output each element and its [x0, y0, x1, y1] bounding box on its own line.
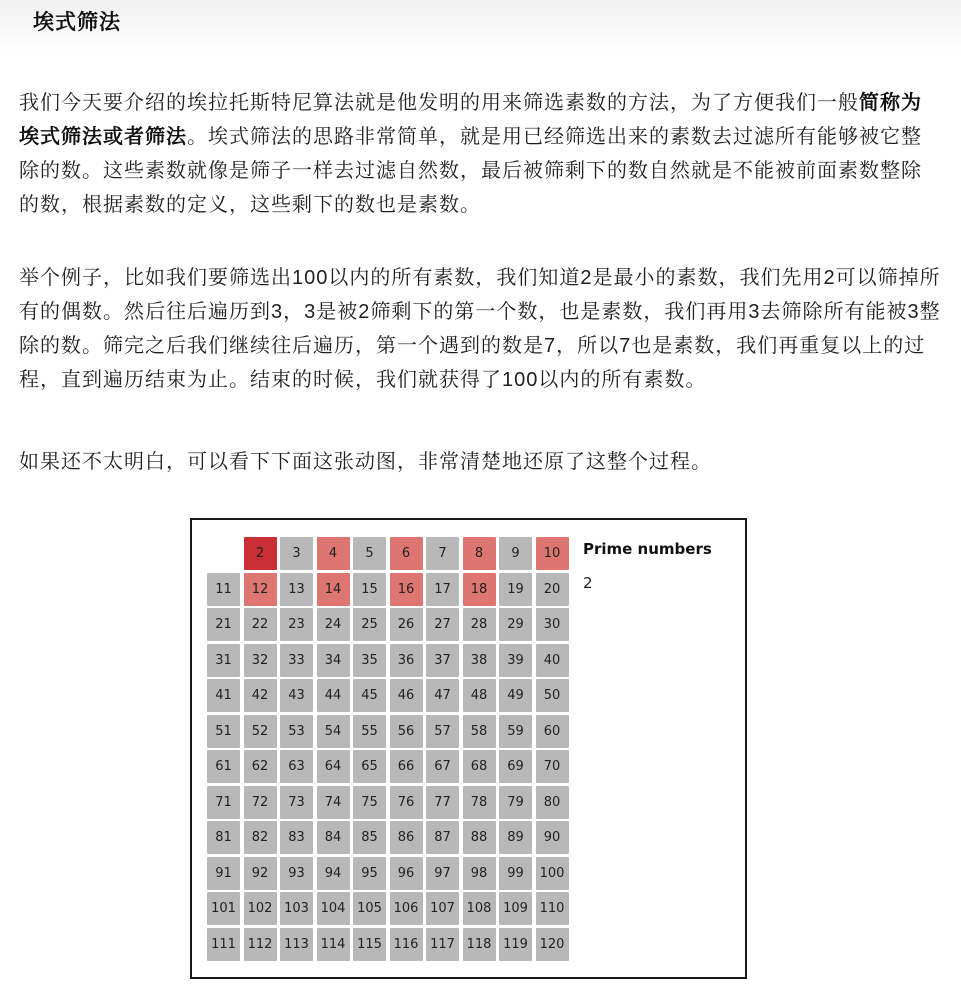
grid-cell-93: 93	[280, 857, 313, 890]
grid-cell-12: 12	[244, 573, 277, 606]
grid-cell-67: 67	[426, 750, 459, 783]
grid-cell-80: 80	[536, 786, 569, 819]
grid-cell-98: 98	[463, 857, 496, 890]
grid-cell-107: 107	[426, 892, 459, 925]
grid-cell-57: 57	[426, 715, 459, 748]
grid-cell-83: 83	[280, 821, 313, 854]
grid-cell-105: 105	[353, 892, 386, 925]
grid-cell-64: 64	[317, 750, 350, 783]
grid-cell-9: 9	[499, 537, 532, 570]
grid-cell-2: 2	[244, 537, 277, 570]
grid-cell-50: 50	[536, 679, 569, 712]
prime-found-value: 2	[583, 574, 593, 592]
grid-cell-22: 22	[244, 608, 277, 641]
grid-cell-84: 84	[317, 821, 350, 854]
grid-cell-108: 108	[463, 892, 496, 925]
grid-cell-117: 117	[426, 928, 459, 961]
grid-cell-101: 101	[207, 892, 240, 925]
paragraph-figure-hint: 如果还不太明白，可以看下下面这张动图，非常清楚地还原了这整个过程。	[19, 451, 712, 473]
grid-cell-120: 120	[536, 928, 569, 961]
grid-cell-114: 114	[317, 928, 350, 961]
page-header-background	[0, 0, 961, 52]
grid-cell-44: 44	[317, 679, 350, 712]
legend-title: Prime numbers	[583, 540, 712, 558]
grid-cell-3: 3	[280, 537, 313, 570]
grid-cell-62: 62	[244, 750, 277, 783]
grid-cell-86: 86	[390, 821, 423, 854]
grid-cell-29: 29	[499, 608, 532, 641]
grid-cell-35: 35	[353, 644, 386, 677]
grid-cell-8: 8	[463, 537, 496, 570]
grid-cell-66: 66	[390, 750, 423, 783]
grid-cell-47: 47	[426, 679, 459, 712]
grid-cell-88: 88	[463, 821, 496, 854]
grid-cell-106: 106	[390, 892, 423, 925]
grid-cell-18: 18	[463, 573, 496, 606]
sieve-animation-frame	[190, 518, 747, 979]
grid-cell-15: 15	[353, 573, 386, 606]
grid-cell-7: 7	[426, 537, 459, 570]
grid-cell-85: 85	[353, 821, 386, 854]
grid-cell-53: 53	[280, 715, 313, 748]
grid-cell-103: 103	[280, 892, 313, 925]
paragraph-intro	[19, 86, 941, 222]
grid-cell-111: 111	[207, 928, 240, 961]
grid-cell-78: 78	[463, 786, 496, 819]
grid-cell-109: 109	[499, 892, 532, 925]
grid-cell-17: 17	[426, 573, 459, 606]
grid-cell-45: 45	[353, 679, 386, 712]
grid-cell-13: 13	[280, 573, 313, 606]
grid-cell-69: 69	[499, 750, 532, 783]
grid-cell-empty	[207, 537, 240, 570]
grid-cell-34: 34	[317, 644, 350, 677]
grid-cell-75: 75	[353, 786, 386, 819]
grid-cell-52: 52	[244, 715, 277, 748]
grid-cell-95: 95	[353, 857, 386, 890]
grid-cell-89: 89	[499, 821, 532, 854]
grid-cell-72: 72	[244, 786, 277, 819]
grid-cell-104: 104	[317, 892, 350, 925]
intro-text-2: 。埃式筛法的思路非常简单，就是用已经筛选出来的素数去过滤所有能够被它整除的数。这些素数就像是筛子一样去过滤自然数，最后被筛剩下的数自然就是不能被前面素数整除的数，根据素数的定义，这些剩下的数也是素数。	[19, 126, 922, 216]
grid-cell-87: 87	[426, 821, 459, 854]
intro-text-1: 我们今天要介绍的埃拉托斯特尼算法就是他发明的用来筛选素数的方法，为了方便我们一般	[19, 92, 859, 114]
primes-found-list	[583, 574, 712, 592]
grid-cell-56: 56	[390, 715, 423, 748]
grid-cell-33: 33	[280, 644, 313, 677]
grid-cell-31: 31	[207, 644, 240, 677]
grid-cell-118: 118	[463, 928, 496, 961]
grid-cell-32: 32	[244, 644, 277, 677]
grid-cell-99: 99	[499, 857, 532, 890]
grid-cell-79: 79	[499, 786, 532, 819]
grid-cell-4: 4	[317, 537, 350, 570]
grid-cell-42: 42	[244, 679, 277, 712]
page-title: 埃式筛法	[33, 11, 121, 34]
grid-cell-24: 24	[317, 608, 350, 641]
grid-cell-92: 92	[244, 857, 277, 890]
grid-cell-40: 40	[536, 644, 569, 677]
grid-cell-26: 26	[390, 608, 423, 641]
grid-cell-25: 25	[353, 608, 386, 641]
grid-cell-46: 46	[390, 679, 423, 712]
grid-cell-19: 19	[499, 573, 532, 606]
grid-cell-55: 55	[353, 715, 386, 748]
grid-cell-90: 90	[536, 821, 569, 854]
grid-cell-96: 96	[390, 857, 423, 890]
grid-cell-113: 113	[280, 928, 313, 961]
grid-cell-28: 28	[463, 608, 496, 641]
grid-cell-82: 82	[244, 821, 277, 854]
grid-cell-58: 58	[463, 715, 496, 748]
grid-cell-60: 60	[536, 715, 569, 748]
grid-cell-112: 112	[244, 928, 277, 961]
grid-cell-102: 102	[244, 892, 277, 925]
grid-cell-73: 73	[280, 786, 313, 819]
grid-cell-119: 119	[499, 928, 532, 961]
grid-cell-36: 36	[390, 644, 423, 677]
legend	[583, 540, 712, 598]
grid-cell-81: 81	[207, 821, 240, 854]
grid-cell-30: 30	[536, 608, 569, 641]
grid-cell-11: 11	[207, 573, 240, 606]
grid-cell-110: 110	[536, 892, 569, 925]
grid-cell-77: 77	[426, 786, 459, 819]
grid-cell-115: 115	[353, 928, 386, 961]
grid-cell-51: 51	[207, 715, 240, 748]
grid-cell-10: 10	[536, 537, 569, 570]
grid-cell-6: 6	[390, 537, 423, 570]
grid-cell-49: 49	[499, 679, 532, 712]
grid-cell-91: 91	[207, 857, 240, 890]
grid-cell-54: 54	[317, 715, 350, 748]
grid-cell-71: 71	[207, 786, 240, 819]
intro-bold-term: 简称为埃式筛法或者筛法	[19, 92, 922, 148]
grid-cell-97: 97	[426, 857, 459, 890]
grid-cell-21: 21	[207, 608, 240, 641]
grid-cell-27: 27	[426, 608, 459, 641]
number-grid	[207, 537, 569, 961]
grid-cell-61: 61	[207, 750, 240, 783]
grid-cell-5: 5	[353, 537, 386, 570]
grid-cell-37: 37	[426, 644, 459, 677]
grid-cell-68: 68	[463, 750, 496, 783]
grid-cell-94: 94	[317, 857, 350, 890]
grid-cell-38: 38	[463, 644, 496, 677]
grid-cell-20: 20	[536, 573, 569, 606]
grid-cell-39: 39	[499, 644, 532, 677]
grid-cell-70: 70	[536, 750, 569, 783]
grid-cell-59: 59	[499, 715, 532, 748]
grid-cell-116: 116	[390, 928, 423, 961]
grid-cell-76: 76	[390, 786, 423, 819]
grid-cell-100: 100	[536, 857, 569, 890]
paragraph-example: 举个例子，比如我们要筛选出100以内的所有素数，我们知道2是最小的素数，我们先用2可以筛掉所有的偶数。然后往后遍历到3，3是被2筛剩下的第一个数，也是素数，我们再用3去筛除所有能被3整除的数。筛完之后我们继续往后遍历，第一个遇到的数是7，所以7也是素数，我们再重复以上的过程，直到遍历结束为止。结束的时候，我们就获得了100以内的所有素数。	[19, 267, 941, 391]
grid-cell-14: 14	[317, 573, 350, 606]
grid-cell-65: 65	[353, 750, 386, 783]
grid-cell-74: 74	[317, 786, 350, 819]
grid-cell-16: 16	[390, 573, 423, 606]
grid-cell-63: 63	[280, 750, 313, 783]
grid-cell-23: 23	[280, 608, 313, 641]
grid-cell-48: 48	[463, 679, 496, 712]
grid-cell-41: 41	[207, 679, 240, 712]
grid-cell-43: 43	[280, 679, 313, 712]
